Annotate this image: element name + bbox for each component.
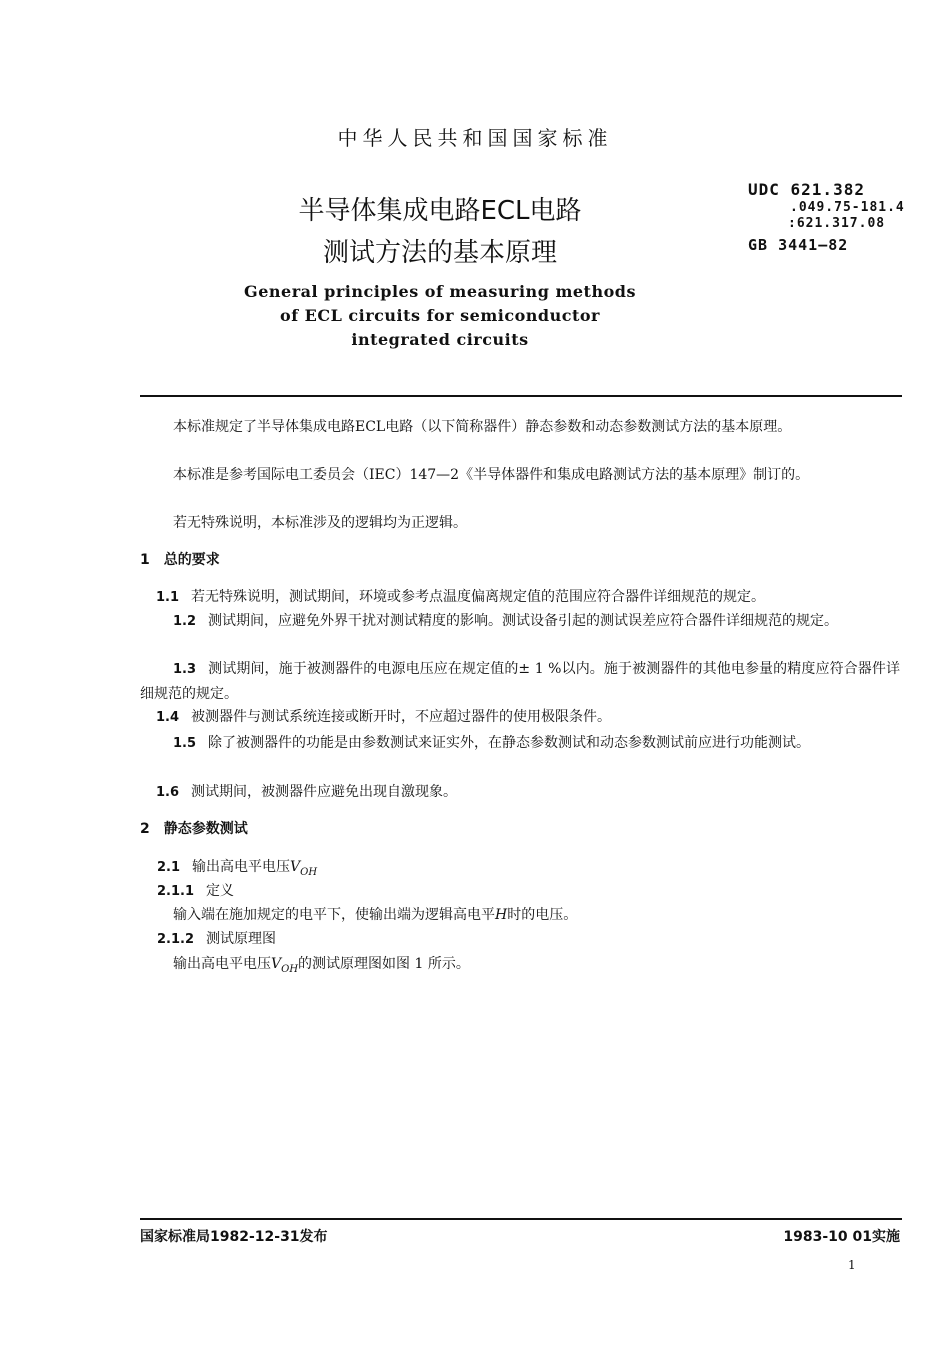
body-text-a: 输出高电平电压 [173, 956, 271, 972]
gb-number: GB 3441—82 [748, 236, 849, 254]
logic-symbol: H [495, 907, 508, 923]
body-text-b: 时的电压。 [507, 907, 578, 923]
intro-paragraph-2: 本标准是参考国际电工委员会（IEC）147—2《半导体器件和集成电路测试方法的基本原理》制订的。 [173, 467, 810, 483]
clause-number: 1.4 [156, 710, 180, 725]
intro-paragraph-3: 若无特殊说明，本标准涉及的逻辑均为正逻辑。 [173, 515, 467, 531]
clause-title: 定义 [206, 883, 235, 899]
bottom-divider [140, 1218, 902, 1220]
voltage-symbol: V [271, 956, 282, 972]
clause-number: 1.6 [156, 785, 180, 800]
udc-code-line2: .049.75-181.4 [790, 200, 905, 215]
title-en-line1: General principles of measuring methods [244, 282, 636, 301]
clause-1-4 [140, 705, 900, 730]
clause-text: 若无特殊说明，测试期间，环境或参考点温度偏离规定值的范围应符合器件详细规范的规定。 [191, 589, 766, 605]
clause-1-2 [140, 609, 900, 634]
clause-number: 1.5 [173, 736, 197, 751]
voltage-subscript: OH [300, 867, 318, 878]
clause-text: 除了被测器件的功能是由参数测试来证实外，在静态参数测试和动态参数测试前应进行功能测试。 [208, 735, 811, 751]
clause-text: 测试期间，施于被测器件的电源电压应在规定值的± 1 %以内。施于被测器件的其他电参量的精度应符合器件详细规范的规定。 [140, 661, 900, 702]
page-number: 1 [848, 1258, 856, 1272]
voltage-symbol: V [290, 859, 301, 875]
section-1-heading: 1 总的要求 [140, 552, 220, 568]
clause-number: 1.3 [173, 662, 197, 677]
body-text-b: 的测试原理图如图 1 所示。 [298, 956, 470, 972]
title-en-line2: of ECL circuits for semiconductor [280, 306, 600, 325]
title-cn-line2: 测试方法的基本原理 [322, 238, 557, 268]
clause-text: 被测器件与测试系统连接或断开时，不应超过器件的使用极限条件。 [191, 709, 612, 725]
clause-2-1-1 [157, 880, 234, 900]
voltage-subscript: OH [281, 964, 299, 975]
udc-code-line1: UDC 621.382 [748, 180, 865, 199]
clause-text: 测试期间，被测器件应避免出现自激现象。 [191, 784, 458, 800]
clause-2-1-2-body [173, 953, 470, 975]
clause-1-6 [140, 780, 900, 805]
effective-date: 1983-10 01实施 [783, 1229, 900, 1245]
clause-number: 1.1 [156, 590, 180, 605]
clause-number: 2.1.1 [157, 884, 195, 899]
issue-date: 国家标准局1982-12-31发布 [140, 1229, 328, 1245]
clause-number: 2.1 [157, 860, 181, 875]
section-2-heading: 2 静态参数测试 [140, 821, 248, 837]
clause-1-1 [140, 585, 900, 610]
clause-2-1 [157, 856, 317, 878]
clause-title: 输出高电平电压 [192, 859, 291, 875]
clause-number: 1.2 [173, 614, 197, 629]
intro-paragraph-1: 本标准规定了半导体集成电路ECL电路（以下简称器件）静态参数和动态参数测试方法的基本原理。 [173, 419, 792, 435]
body-text-a: 输入端在施加规定的电平下，使输出端为逻辑高电平 [173, 907, 495, 923]
clause-1-3 [140, 657, 900, 706]
title-en-line3: integrated circuits [351, 330, 529, 349]
title-cn-line1: 半导体集成电路ECL电路 [298, 196, 582, 226]
udc-code-line3: :621.317.08 [788, 216, 886, 231]
clause-2-1-2 [157, 928, 276, 948]
top-divider [140, 395, 902, 397]
clause-2-1-1-body [173, 904, 577, 924]
clause-title: 测试原理图 [206, 931, 277, 947]
clause-number: 2.1.2 [157, 932, 195, 947]
standard-type-heading: 中华人民共和国国家标准 [337, 126, 613, 150]
clause-text: 测试期间，应避免外界干扰对测试精度的影响。测试设备引起的测试误差应符合器件详细规范的规定。 [208, 613, 839, 629]
clause-1-5 [140, 731, 900, 756]
